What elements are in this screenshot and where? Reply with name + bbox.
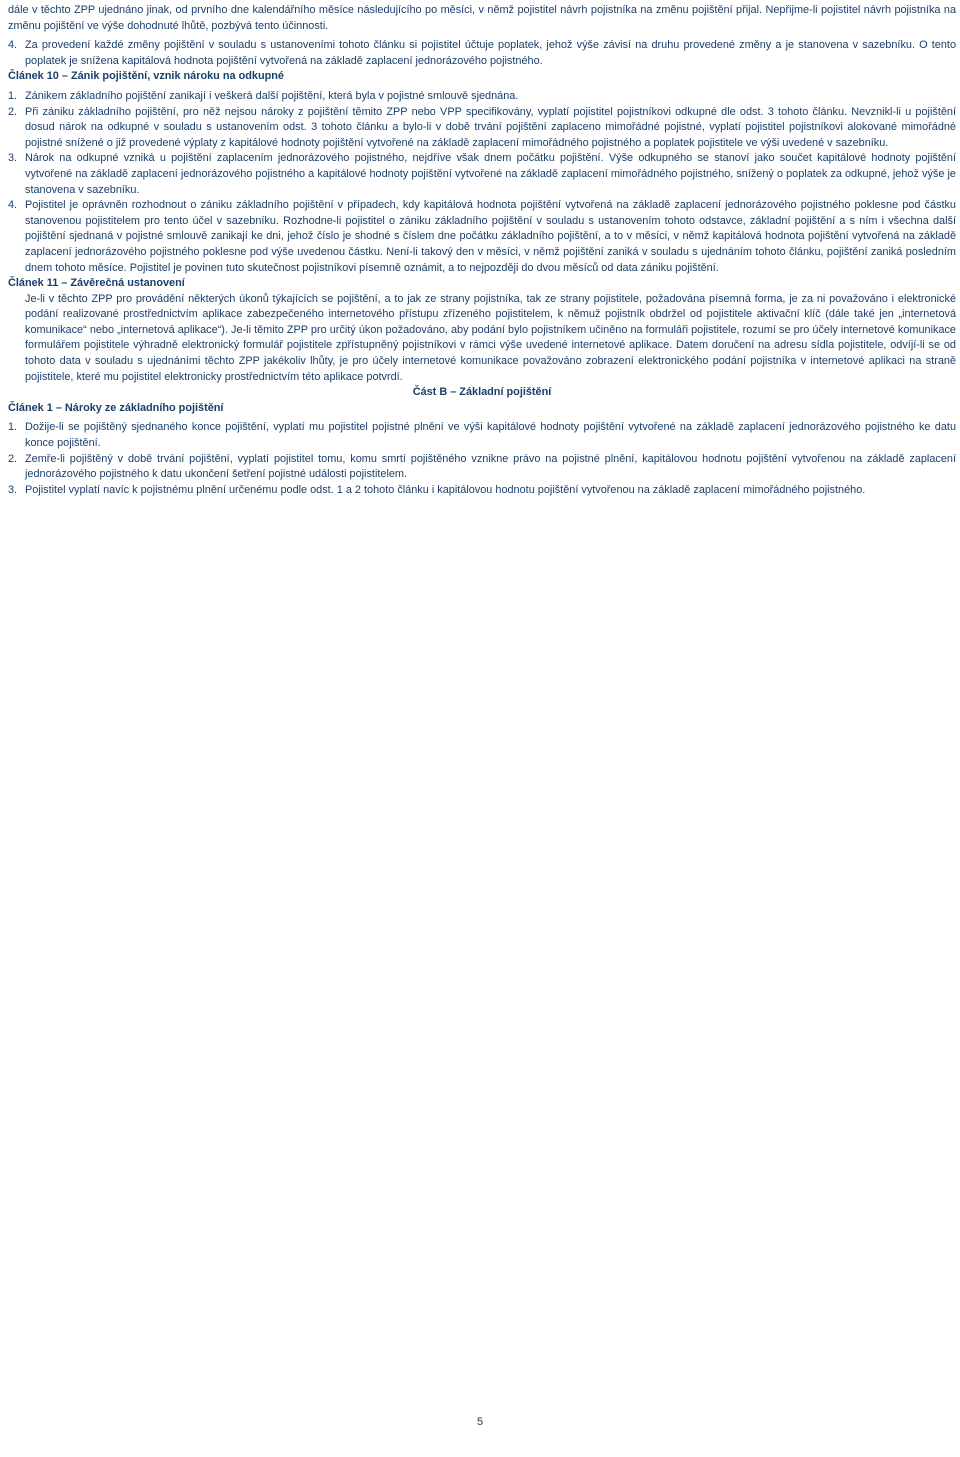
list-item xyxy=(8,452,956,483)
article-10-heading: Článek 10 – Zánik pojištění, vznik nároku na odkupné xyxy=(8,70,284,83)
item-text: Za provedení každé změny pojištění v souladu s ustanoveními tohoto článku si pojistitel účtuje poplatek, jehož výše závisí na druhu provedené změny a je stanovena v sazebníku. O tento poplatek je snížena kapitálová hodnota pojištění vytvořená na základě zaplacení jednorázového pojistného. xyxy=(25,39,956,67)
item-number: 3. xyxy=(8,152,18,165)
item-number: 3. xyxy=(8,483,18,496)
list-item xyxy=(8,38,956,69)
item-text: Při zániku základního pojištění, pro něž nejsou nároky z pojištění těmito ZPP nebo VPP specifikovány, vyplatí pojistitel pojistníkovi odkupné dle odst. 3 tohoto článku. Nevznikl-li u pojištění dosud nárok na odkupné v souladu s ustanovením odst. 3 tohoto článku a bylo-li v době trvání pojištění zaplaceno mimořádné pojistné, vyplatí pojistitel pojistníkovi alokované mimořádné pojistné snížené o již provedené výplaty z kapitálové hodnoty pojištění vytvořené na základě zaplacení mimořádného pojistného a poplatek pojistitele ve výši uvedené v sazebníku. xyxy=(25,105,956,149)
item-text: Dožije-li se pojištěný sjednaného konce pojištění, vyplatí mu pojistitel pojistné plnění ve výši kapitálové hodnoty pojištění vytvořené na základě zaplacení jednorázového pojistného ke datu konce pojištění. xyxy=(25,421,956,450)
list-item xyxy=(8,420,956,451)
item-number: 2. xyxy=(8,105,18,118)
item-number: 2. xyxy=(8,452,18,465)
item-text: Zánikem základního pojištění zanikají i veškerá další pojištění, která byla v pojistné smlouvě sjednána. xyxy=(25,89,519,102)
item-text: Pojistitel je oprávněn rozhodnout o zániku základního pojištění v případech, kdy kapitálová hodnota pojištění vytvořená na základě zaplacení jednorázového pojistného poklesne pod částku stanovenou pojistitelem pro tento účel v sazebníku. Rozhodne-li pojistitel o zániku základního pojištění v souladu s ustanovením tohoto odstavce, základní pojištění a s ním i všechna další pojištění sjednaná v pojistné smlouvě zanikají ke dni, jehož číslo je shodné s číslem dne počátku základního pojištění, a to v měsíci, v němž kapitálová hodnota pojištění vytvořená na základě zaplacení jednorázového pojistného poklesne pod výše uvedenou částku. Není-li takový den v měsíci, v němž pojištění zaniká v souladu s ujednáním tohoto článku, pojištění zaniká posledním dnem tohoto měsíce. Pojistitel je povinen tuto skutečnost pojistníkovi písemně oznámit, a to nejpozději do dvou měsíců od data zániku pojištění. xyxy=(25,199,956,274)
item-number: 4. xyxy=(8,199,18,212)
item-number: 1. xyxy=(8,89,18,102)
article-11-heading: Článek 11 – Závěrečná ustanovení xyxy=(8,277,185,290)
part-b-article-1-heading: Článek 1 – Nároky ze základního pojištění xyxy=(8,401,224,414)
list-item xyxy=(8,89,956,105)
item-number: 4. xyxy=(8,39,18,52)
item-text: Pojistitel vyplatí navíc k pojistnému plnění určenému podle odst. 1 a 2 tohoto článku i kapitálovou hodnotu pojištění vytvořenou na základě zaplacení mimořádného pojistného. xyxy=(25,483,866,496)
list-item xyxy=(8,105,956,152)
document-body xyxy=(8,3,956,498)
item-text: Zemře-li pojištěný v době trvání pojištění, vyplatí pojistitel tomu, komu smrtí pojištěného vznikne právo na pojistné plnění, kapitálovou hodnotu pojištění vytvořenou na základě zaplacení jednorázového pojistného k datu ukončení šetření pojistné události pojistitelem. xyxy=(25,452,956,481)
page-number: 5 xyxy=(476,1416,484,1428)
part-b-title: Část B – Základní pojištění xyxy=(412,386,552,399)
intro-paragraph: dále v těchto ZPP ujednáno jinak, od prvního dne kalendářního měsíce následujícího po měsíci, v němž pojistitel návrh pojistníka na změnu pojištění přijal. Nepřijme-li pojistitel návrh pojistníka na změnu pojištění ve výše dohodnuté lhůtě, pozbývá tento účinnosti. xyxy=(8,4,956,32)
list-item xyxy=(8,151,956,198)
list-item xyxy=(8,198,956,276)
item-text: Nárok na odkupné vzniká u pojištění zaplacením jednorázového pojistného, nejdříve však dnem počátku pojištění. Výše odkupného se stanoví jako součet kapitálové hodnoty pojištění vytvořené na základě zaplacení jednorázového pojistného a kapitálové hodnoty pojištění vytvořené na základě zaplacení mimořádného pojistného, snížený o poplatek za odkupné, jehož výše je stanovena v sazebníku. xyxy=(25,152,956,196)
item-number: 1. xyxy=(8,421,18,434)
list-item xyxy=(8,483,956,499)
article-11-text: Je-li v těchto ZPP pro provádění některých úkonů týkajících se pojištění, a to jak ze strany pojistníka, tak ze strany pojistitele, požadována písemná forma, je za ni považováno i elektronické podání realizované prostřednictvím aplikace zabezpečeného internetového přístupu zřízeného pojistitelem, k němuž pojistník obdržel od pojistitele aktivační klíč (dále také jen „internetová komunikace“ nebo „internetová aplikace“). Je-li těmito ZPP pro určitý úkon požadováno, aby podání bylo pojistníkem učiněno na formuláři pojistitele, rozumí se pro účely internetové komunikace formulářem pojistitele výhradně elektronický formulář pojistitele zpřístupněný pojistníkovi v rámci výše uvedené internetové aplikace. Datem doručení na adresu sídla pojistitele, odvíjí-li se od tohoto data v souladu s ujednáními těchto ZPP jakékoliv lhůty, je pro účely internetové komunikace považováno zobrazení elektronického podání pojistníka v internetové aplikaci na straně pojistitele, které mu pojistitel elektronicky prostřednictvím této aplikace potvrdí. xyxy=(25,292,956,383)
